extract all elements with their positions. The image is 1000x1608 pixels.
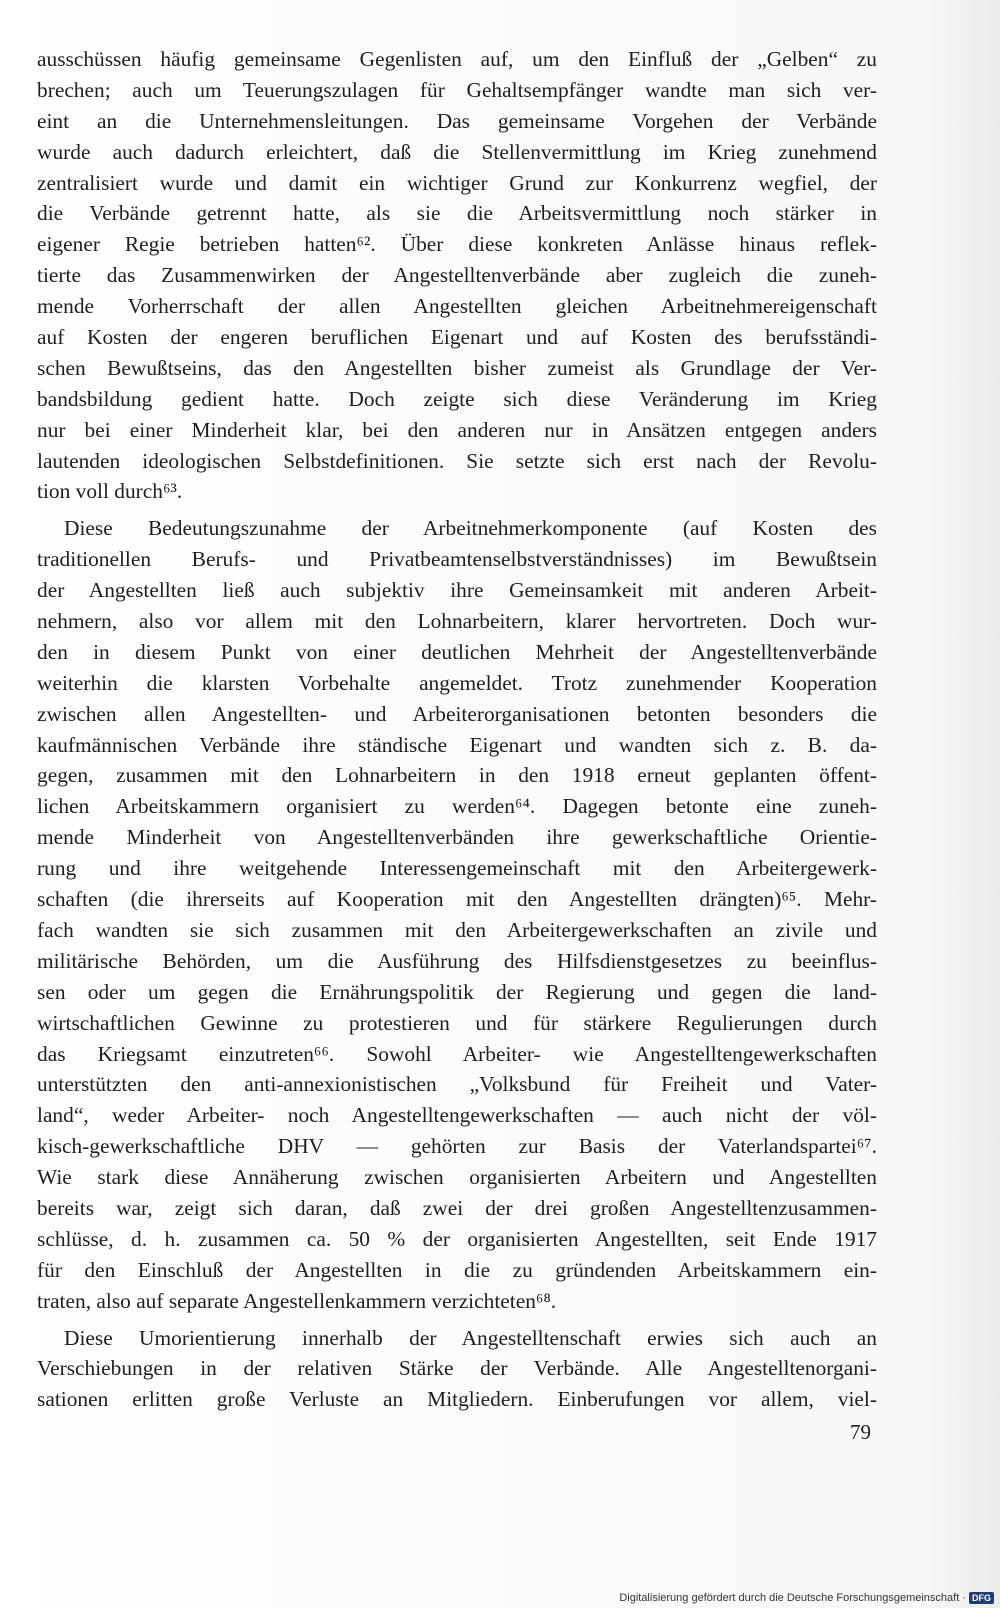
- text-line: Diese Umorientierung innerhalb der Angestelltenschaft erwies sich auch an: [64, 1325, 877, 1350]
- text-line: fach wandten sie sich zusammen mit den Arbeitergewerkschaften an zivile und: [37, 917, 877, 942]
- text-line: traten, also auf separate Angestellenkammern verzichteten⁶⁸.: [37, 1288, 557, 1313]
- text-line: rung und ihre weitgehende Interessengemeinschaft mit den Arbeitergewerk-: [37, 856, 877, 881]
- text-line: eint an die Unternehmensleitungen. Das gemeinsame Vorgehen der Verbände: [37, 108, 877, 133]
- text-line: den in diesem Punkt von einer deutlichen Mehrheit der Angestelltenverbände: [37, 639, 877, 664]
- text-line: mende Vorherrschaft der allen Angestellten gleichen Arbeitnehmereigenschaft: [37, 294, 877, 319]
- text-line: kisch-gewerkschaftliche DHV — gehörten zur Basis der Vaterlandspartei⁶⁷.: [37, 1134, 877, 1159]
- text-line: wurde auch dadurch erleichtert, daß die Stellenvermittlung im Krieg zunehmend: [37, 139, 877, 164]
- text-line: zentralisiert wurde und damit ein wichtiger Grund zur Konkurrenz wegfiel, der: [37, 170, 877, 195]
- footer-text: Digitalisierung gefördert durch die Deutsche Forschungsgemeinschaft ·: [619, 1592, 966, 1604]
- paragraph-3: [37, 1323, 877, 1416]
- text-line: tion voll durch⁶³.: [37, 479, 183, 504]
- text-line: bereits war, zeigt sich daran, daß zwei der drei großen Angestelltenzusammen-: [37, 1195, 877, 1220]
- text-line: sationen erlitten große Verluste an Mitgliedern. Einberufungen vor allem, viel-: [37, 1387, 877, 1412]
- text-line: brechen; auch um Teuerungszulagen für Gehaltsempfänger wandte man sich ver-: [37, 77, 877, 102]
- text-line: kaufmännischen Verbände ihre ständische Eigenart und wandten sich z. B. da-: [37, 732, 877, 757]
- text-line: mende Minderheit von Angestelltenverbänden ihre gewerkschaftliche Orientie-: [37, 825, 877, 850]
- paragraph-2: [37, 513, 877, 1316]
- text-line: weiterhin die klarsten Vorbehalte angemeldet. Trotz zunehmender Kooperation: [37, 670, 877, 695]
- text-line: wirtschaftlichen Gewinne zu protestieren und für stärkere Regulierungen durch: [37, 1010, 877, 1035]
- text-line: eigener Regie betrieben hatten⁶². Über diese konkreten Anlässe hinaus reflek-: [37, 232, 877, 257]
- body-text: [37, 44, 877, 1415]
- text-line: schaften (die ihrerseits auf Kooperation mit den Angestellten drängten)⁶⁵. Mehr-: [37, 887, 877, 912]
- paragraph-1: [37, 44, 877, 507]
- digitization-footer: [619, 1592, 994, 1604]
- text-line: Wie stark diese Annäherung zwischen organisierten Arbeitern und Angestellten: [37, 1165, 877, 1190]
- text-line: der Angestellten ließ auch subjektiv ihre Gemeinsamkeit mit anderen Arbeit-: [37, 578, 877, 603]
- text-line: lichen Arbeitskammern organisiert zu werden⁶⁴. Dagegen betonte eine zuneh-: [37, 794, 877, 819]
- text-line: militärische Behörden, um die Ausführung des Hilfsdienstgesetzes zu beeinflus-: [37, 948, 877, 973]
- text-line: sen oder um gegen die Ernährungspolitik der Regierung und gegen die land-: [37, 979, 877, 1004]
- text-line: die Verbände getrennt hatte, als sie die Arbeitsvermittlung noch stärker in: [37, 201, 877, 226]
- text-line: zwischen allen Angestellten- und Arbeiterorganisationen betonten besonders die: [37, 701, 877, 726]
- text-line: Verschiebungen in der relativen Stärke der Verbände. Alle Angestelltenorgani-: [37, 1356, 877, 1381]
- text-line: unterstützten den anti-annexionistischen „Volksbund für Freiheit und Vater-: [37, 1072, 877, 1097]
- text-line: schen Bewußtseins, das den Angestellten bisher zumeist als Grundlage der Ver-: [37, 355, 877, 380]
- text-line: lautenden ideologischen Selbstdefinitionen. Sie setzte sich erst nach der Revolu-: [37, 448, 877, 473]
- text-line: traditionellen Berufs- und Privatbeamtenselbstverständnisses) im Bewußtsein: [37, 547, 877, 572]
- text-line: land“, weder Arbeiter- noch Angestelltengewerkschaften — auch nicht der völ-: [37, 1103, 877, 1128]
- text-line: nehmern, also vor allem mit den Lohnarbeitern, klarer hervortreten. Doch wur-: [37, 609, 877, 634]
- text-line: schlüsse, d. h. zusammen ca. 50 % der organisierten Angestellten, seit Ende 1917: [37, 1226, 877, 1251]
- text-line: ausschüssen häufig gemeinsame Gegenlisten auf, um den Einfluß der „Gelben“ zu: [37, 47, 877, 71]
- text-line: Diese Bedeutungszunahme der Arbeitnehmerkomponente (auf Kosten des: [64, 516, 877, 541]
- text-line: das Kriegsamt einzutreten⁶⁶. Sowohl Arbeiter- wie Angestelltengewerkschaften: [37, 1041, 877, 1066]
- text-line: für den Einschluß der Angestellten in die zu gründenden Arbeitskammern ein-: [37, 1257, 877, 1282]
- text-line: auf Kosten der engeren beruflichen Eigenart und auf Kosten des berufsständi-: [37, 325, 877, 350]
- page-number: 79: [850, 1420, 871, 1444]
- text-line: bandsbildung gedient hatte. Doch zeigte sich diese Veränderung im Krieg: [37, 386, 877, 411]
- dfg-logo-icon: DFG: [969, 1592, 994, 1604]
- text-line: tierte das Zusammenwirken der Angestelltenverbände aber zugleich die zuneh-: [37, 263, 877, 288]
- text-line: gegen, zusammen mit den Lohnarbeitern in den 1918 erneut geplanten öffent-: [37, 763, 877, 788]
- text-line: nur bei einer Minderheit klar, bei den anderen nur in Ansätzen entgegen anders: [37, 417, 877, 442]
